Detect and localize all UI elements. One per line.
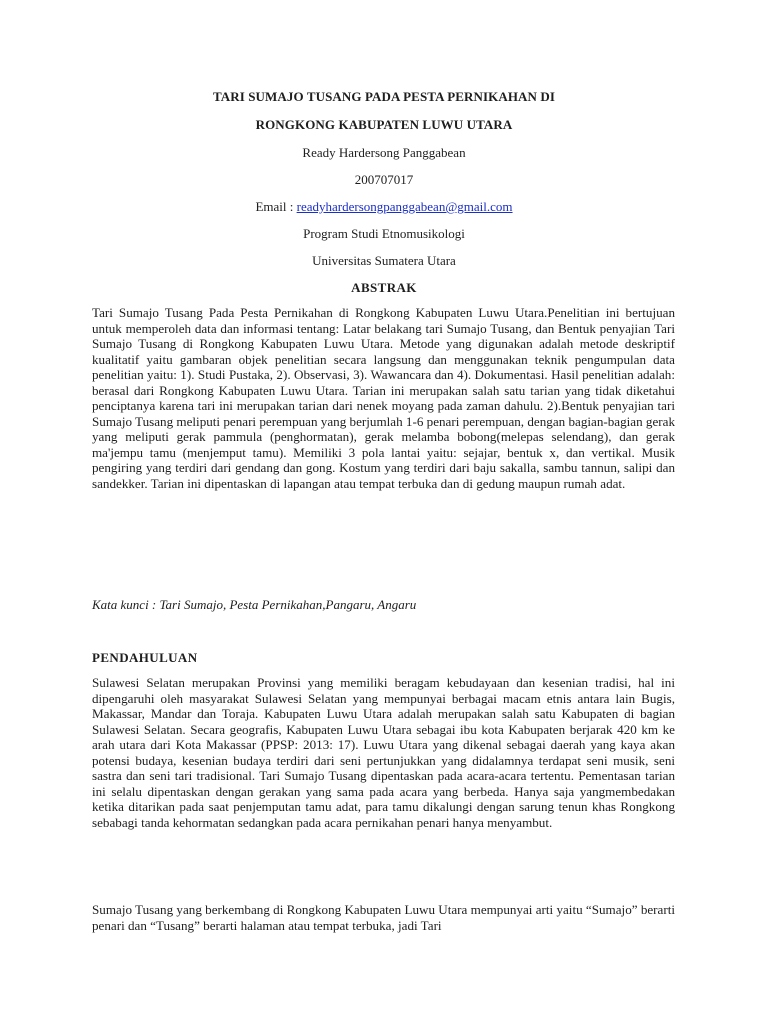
email-line	[0, 199, 768, 215]
email-link[interactable]: readyhardersongpanggabean@gmail.com	[296, 199, 513, 214]
introduction-heading: PENDAHULUAN	[92, 650, 198, 665]
introduction-paragraph-1: Sulawesi Selatan merupakan Provinsi yang memiliki beragam kebudayaan dan kesenian tradisi, hal ini dipengaruhi oleh masyarakat Sulawesi Selatan yang mempunyai berbagai macam etnis antara lain Bugis, Makassar, Mandar dan Toraja. Kabupaten Luwu Utara adalah merupakan salah satu Kabupaten di bagian Sulawesi Selatan. Secara geografis, Kabupaten Luwu Utara sebagai ibu kota Kabupaten berjarak 420 km ke arah utara dari Kota Makassar (PPSP: 2013: 17). Luwu Utara yang dikenal sebagai daerah yang kaya akan potensi budaya, kesenian budaya terdiri dari seni pertunjukkan yang didalamnya terdapat seni musik, seni sastra dan seni tari tradisional. Tari Sumajo Tusang dipentaskan pada acara-acara tertentu. Pementasan tarian ini selalu dipentaskan dengan gerakan yang sama pada acara yang berbeda. Hanya saja yangmembedakan ketika ditarikan pada saat penjemputan tamu adat, para tamu dikalungi dengan sarung tenun khas Rongkong sebabagi tanda kehormatan sedangkan pada acara pernikahan penari hanya menyambut.	[92, 675, 675, 830]
student-id: 200707017	[354, 172, 414, 187]
keywords: Kata kunci : Tari Sumajo, Pesta Pernikahan,Pangaru, Angaru	[92, 597, 417, 612]
program-name: Program Studi Etnomusikologi	[303, 226, 465, 241]
university-name: Universitas Sumatera Utara	[312, 253, 456, 268]
introduction-paragraph-2: Sumajo Tusang yang berkembang di Rongkong Kabupaten Luwu Utara mempunyai arti yaitu “Sumajo” berarti penari dan “Tusang” berarti halaman atau tempat terbuka, jadi Tari	[92, 902, 675, 933]
author-name: Ready Hardersong Panggabean	[302, 145, 466, 160]
abstract-heading: ABSTRAK	[351, 280, 417, 295]
email-label: Email :	[255, 199, 297, 214]
paper-title-line-2: RONGKONG KABUPATEN LUWU UTARA	[255, 117, 513, 132]
paper-title-line-1: TARI SUMAJO TUSANG PADA PESTA PERNIKAHAN DI	[212, 89, 556, 104]
abstract-text: Tari Sumajo Tusang Pada Pesta Pernikahan di Rongkong Kabupaten Luwu Utara.Penelitian ini bertujuan untuk memperoleh data dan informasi tentang: Latar belakang tari Sumajo Tusang, dan Bentuk penyajian Tari Sumajo Tusang di Rongkong Kabupaten Luwu Utara. Metode yang digunakan adalah metode deskriptif kualitatif yaitu gambaran objek penelitian secara langsung dan menggunakan teknik pengumpulan data penelitian yaitu: 1). Studi Pustaka, 2). Observasi, 3). Wawancara dan 4). Dokumentasi. Hasil penelitian adalah: berasal dari Rongkong Kabupaten Luwu Utara. Tarian ini merupakan salah satu tarian yang tidak diketahui penciptanya karena tari ini merupakan tarian dari nenek moyang pada zaman dahulu. 2).Bentuk penyajian tari Sumajo Tusang meliputi penari perempuan yang berjumlah 1-6 penari perempuan, dengan bagian-bagian gerak yang meliputi gerak pammula (penghormatan), gerak melamba bobong(melepas selendang), dan gerak ma'jempu tamu (menjemput tamu). Memiliki 3 pola lantai yaitu: sejajar, bentuk x, dan vertikal. Musik pengiring yang terdiri dari gendang dan gong. Kostum yang terdiri dari baju sakalla, sambu tannun, salipi dan sandekker. Tarian ini dipentaskan di lapangan atau tempat terbuka dan di gedung maupun rumah adat.	[92, 305, 675, 492]
